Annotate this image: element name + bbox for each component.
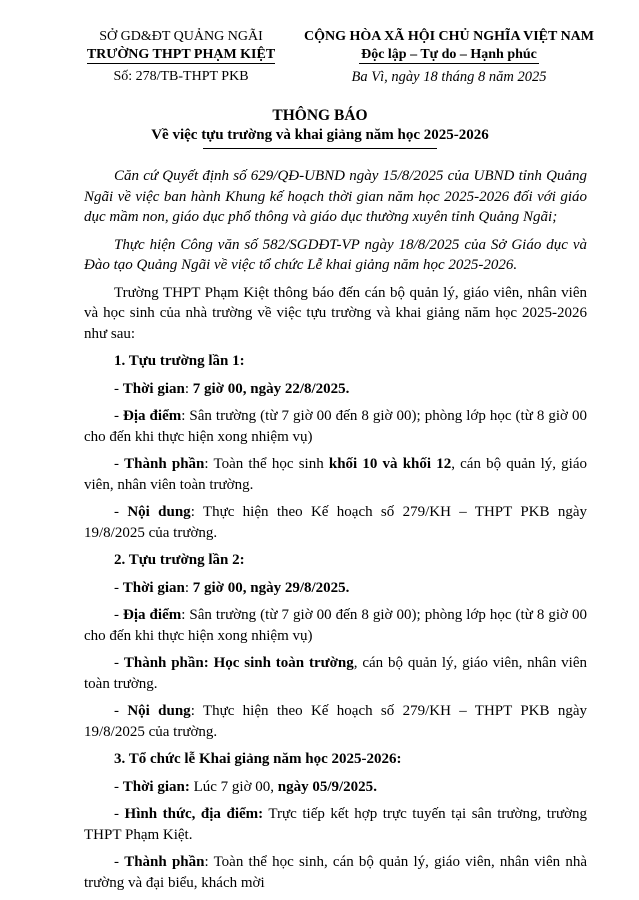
s2-participants: - Thành phần: Học sinh toàn trường, cán bộ quản lý, giáo viên, nhân viên toàn trường. [84, 655, 587, 692]
s1-content: - Nội dung: Thực hiện theo Kế hoạch số 279/KH – THPT PKB ngày 19/8/2025 của trường. [84, 504, 587, 541]
motto: Độc lập – Tự do – Hạnh phúc [361, 47, 537, 62]
org-parent: SỞ GD&ĐT QUẢNG NGÃI [99, 29, 263, 44]
s1-participants: - Thành phần: Toàn thể học sinh khối 10 và khối 12, cán bộ quản lý, giáo viên, nhân viên toàn trường. [84, 456, 587, 493]
doc-subtitle: Về việc tựu trường và khai giảng năm học 2025-2026 [151, 127, 489, 143]
section-2-heading: 2. Tựu trường lần 2: [114, 552, 245, 568]
s3-participants: - Thành phần: Toàn thể học sinh, cán bộ quản lý, giáo viên, nhân viên nhà trường và đại biểu, khách mời [84, 854, 587, 891]
s2-content: - Nội dung: Thực hiện theo Kế hoạch số 279/KH – THPT PKB ngày 19/8/2025 của trường. [84, 703, 587, 740]
s3-time: - Thời gian: Lúc 7 giờ 00, ngày 05/9/2025. [114, 778, 377, 795]
title-block [60, 106, 580, 149]
s1-time: - Thời gian: 7 giờ 00, ngày 22/8/2025. [114, 380, 350, 397]
doc-title: THÔNG BÁO [272, 107, 368, 124]
place-date: Ba Vì, ngày 18 tháng 8 năm 2025 [351, 69, 547, 85]
document-body [84, 166, 587, 900]
s3-form-place: - Hình thức, địa điểm: Trực tiếp kết hợp trực tuyến tại sân trường, trường THPT Phạm Kiệt. [84, 806, 588, 843]
section-1-heading: 1. Tựu trường lần 1: [114, 353, 245, 369]
org-school: TRƯỜNG THPT PHẠM KIỆT [86, 47, 276, 62]
s1-place: - Địa điểm: Sân trường (từ 7 giờ 00 đến 8 giờ 00); phòng lớp học (từ 8 giờ 00 cho đến khi thực hiện xong nhiệm vụ) [84, 408, 587, 445]
doc-number: Số: 278/TB-THPT PKB [113, 69, 249, 84]
nation-title: CỘNG HÒA XÃ HỘI CHỦ NGHĨA VIỆT NAM [303, 29, 594, 44]
s2-time: - Thời gian: 7 giờ 00, ngày 29/8/2025. [114, 579, 350, 596]
s2-place: - Địa điểm: Sân trường (từ 7 giờ 00 đến 8 giờ 00); phòng lớp học (từ 8 giờ 00 cho đến khi thực hiện xong nhiệm vụ) [84, 607, 587, 644]
title-divider [203, 148, 437, 149]
basis-paragraph-2: Thực hiện Công văn số 582/SGDĐT-VP ngày 18/8/2025 của Sở Giáo dục và Đào tạo Quảng Ngãi về việc tổ chức Lễ khai giảng năm học 2025-2026. [84, 236, 587, 273]
intro-paragraph: Trường THPT Phạm Kiệt thông báo đến cán bộ quản lý, giáo viên, nhân viên và học sinh của nhà trường về việc tựu trường và khai giảng năm học 2025-2026 như sau: [84, 284, 587, 342]
header-left [72, 28, 290, 86]
header-right [290, 28, 608, 86]
section-3-heading: 3. Tổ chức lễ Khai giảng năm học 2025-2026: [114, 751, 402, 767]
basis-paragraph-1: Căn cứ Quyết định số 629/QĐ-UBND ngày 15/8/2025 của UBND tỉnh Quảng Ngãi về việc ban hành Khung kế hoạch thời gian năm học 2025-2026 đối với giáo dục mầm non, giáo dục phổ thông và giáo dục thường xuyên tỉnh Quảng Ngãi; [84, 168, 587, 225]
